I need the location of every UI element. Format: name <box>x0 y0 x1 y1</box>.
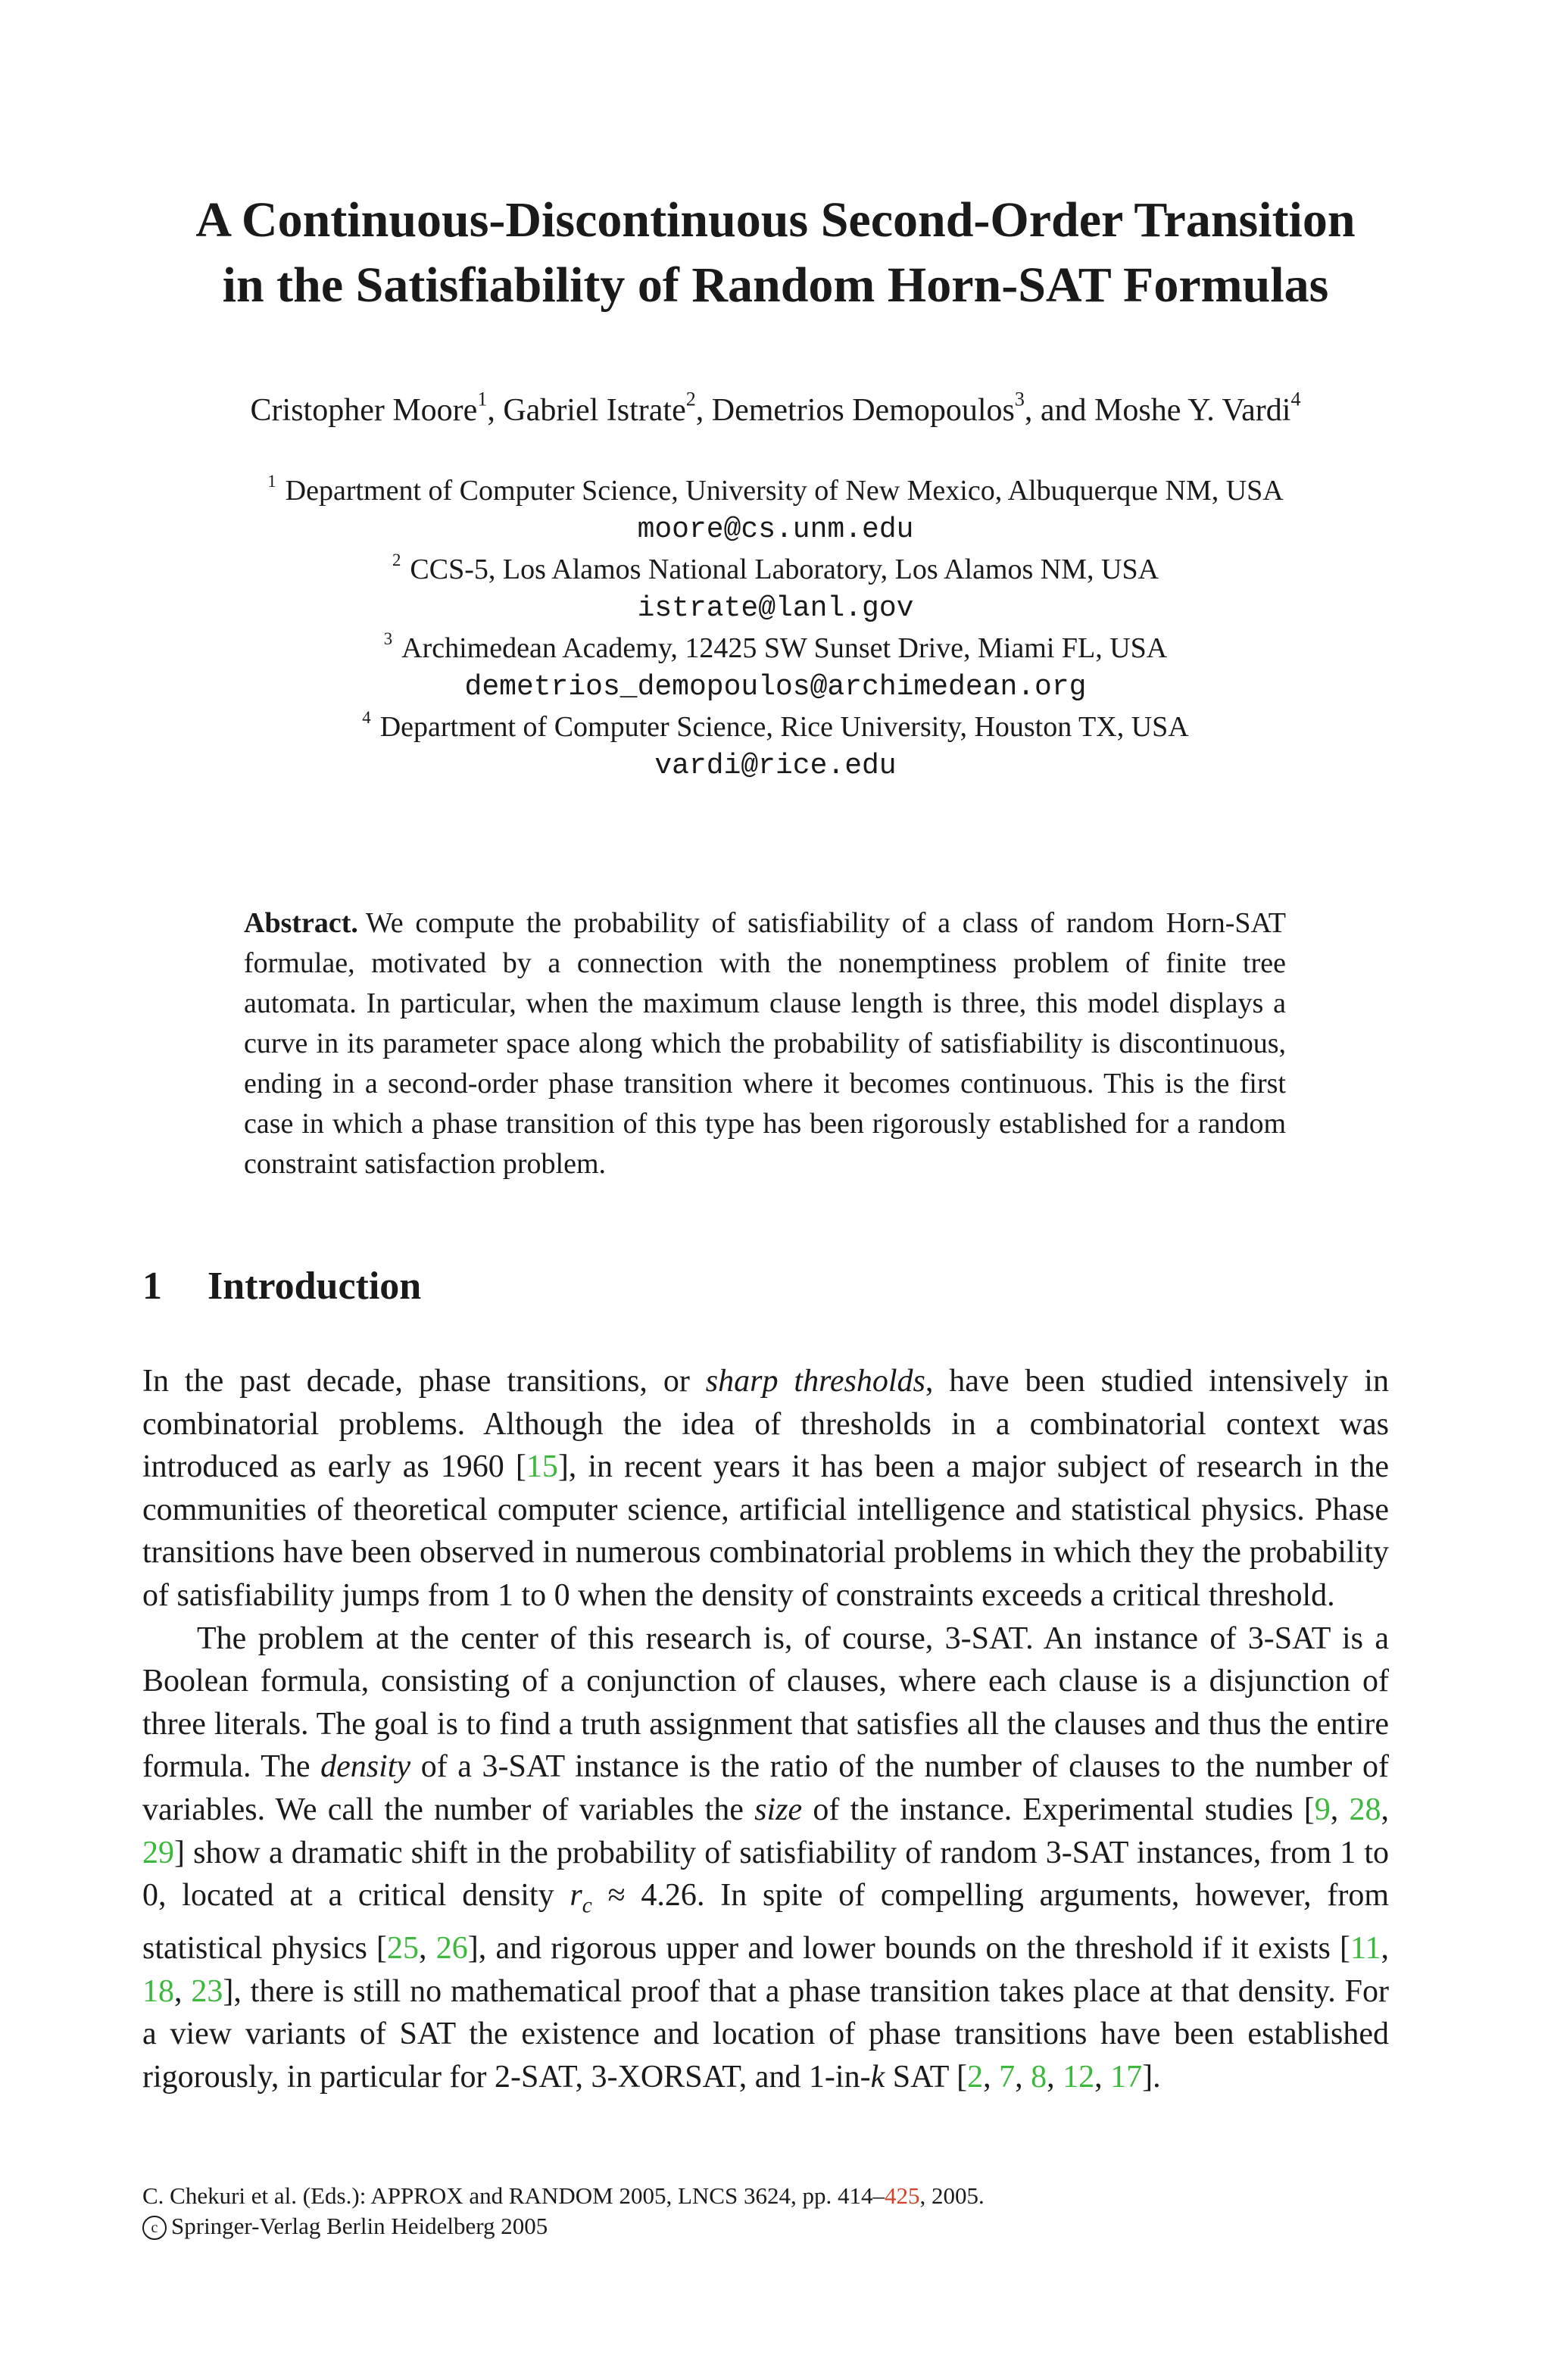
author-email[interactable]: demetrios_demopoulos@archimedean.org <box>464 671 1087 703</box>
text-run: SAT [ <box>885 2059 968 2095</box>
text-run: of a 3-SAT instance is the ratio of the number of clauses to the number of variables. We call the number of variables the <box>142 1749 1389 1827</box>
author-email[interactable]: vardi@rice.edu <box>654 750 897 782</box>
affiliation-mark: 2 <box>392 550 401 569</box>
math-variable: k <box>870 2059 885 2095</box>
author-name: Moshe Y. Vardi <box>1094 393 1291 428</box>
citation-link[interactable]: 25 <box>387 1931 420 1967</box>
author-separator: , <box>695 393 712 428</box>
text-run: ], and rigorous upper and lower bounds on the threshold if it exists [ <box>467 1931 1351 1967</box>
math-expression: ≈ 4.26 <box>591 1878 697 1914</box>
author-name: Gabriel Istrate <box>503 393 686 428</box>
text-run: of the instance. Experimental studies [ <box>802 1792 1315 1827</box>
affiliation-mark: 4 <box>362 707 371 727</box>
section-title: Introduction <box>208 1265 422 1308</box>
text-run: Springer-Verlag Berlin Heidelberg 2005 <box>171 2213 548 2239</box>
affiliation-text: CCS-5, Los Alamos National Laboratory, Los Alamos NM, USA <box>410 554 1159 585</box>
footer-copyright <box>142 2211 1203 2241</box>
text-run: The problem at the center of this research is, of course, 3-SAT. An instance of 3-SAT is a Boolean formula, consisting of a conjunction of clauses, where each clause is a disjunction of three literals. The goal is to find a truth assignment that satisfies all the clauses and thus the entire formula. The <box>142 1620 1389 1785</box>
citation-link[interactable]: 26 <box>435 1931 468 1967</box>
citation-link[interactable]: 18 <box>142 1973 174 2009</box>
affiliation <box>0 471 1551 510</box>
text-run: , have been studied intensively in combinatorial problems. Although the idea of thresholds in a combinatorial context was introduced as early as 1960 [ <box>142 1364 1389 1485</box>
affiliations <box>0 471 1551 786</box>
author-separator: , <box>487 393 504 428</box>
affiliation-mark: 1 <box>267 471 276 491</box>
affiliation-text: Archimedean Academy, 12425 SW Sunset Drive, Miami FL, USA <box>401 632 1168 664</box>
affiliation-mark: 3 <box>383 629 393 648</box>
text-run: ] show a dramatic shift in the probability of satisfiability of random 3-SAT instances, from 1 to 0, located at a critical density <box>142 1835 1389 1914</box>
author-separator: , and <box>1024 393 1095 428</box>
citation-link[interactable]: 29 <box>142 1835 174 1870</box>
affiliation-text: Department of Computer Science, University of New Mexico, Albuquerque NM, USA <box>285 475 1284 507</box>
affiliation <box>0 629 1551 668</box>
text-run: C. Chekuri et al. (Eds.): APPROX and RANDOM 2005, LNCS 3624, pp. 414– <box>142 2182 885 2209</box>
author-mark: 3 <box>1014 388 1025 410</box>
citation-link[interactable]: 2 <box>967 2059 984 2095</box>
emphasis: density <box>320 1749 411 1785</box>
affiliation-text: Department of Computer Science, Rice University, Houston TX, USA <box>379 711 1189 743</box>
text-run: ], there is still no mathematical proof that a phase transition takes place at that density. For a view variants of SAT the existence and location of phase transitions have been established rigorously, in particular for 2-SAT, 3-XORSAT, and 1-in- <box>142 1973 1389 2095</box>
body-text <box>142 1360 1389 2098</box>
author-list <box>0 389 1551 432</box>
section-number: 1 <box>142 1265 162 1308</box>
citation-link[interactable]: 28 <box>1349 1792 1381 1827</box>
emphasis: sharp thresholds <box>705 1364 925 1399</box>
title-line-2: in the Satisfiability of Random Horn-SAT Formulas <box>222 257 1329 313</box>
copyright-icon: c <box>142 2216 167 2240</box>
paragraph <box>142 1360 1389 1617</box>
author-name: Cristopher Moore <box>250 393 478 428</box>
footer <box>142 2181 1203 2241</box>
citation-link[interactable]: 23 <box>191 1973 223 2009</box>
text-run: , 2005. <box>919 2182 985 2209</box>
text-run: . In spite of compelling arguments, however, from statistical physics [ <box>142 1878 1389 1967</box>
affiliation <box>0 707 1551 747</box>
citation-link[interactable]: 11 <box>1350 1931 1381 1967</box>
math-subscript: c <box>582 1893 592 1918</box>
citation-link[interactable]: 9 <box>1314 1792 1331 1827</box>
abstract-text: We compute the probability of satisfiability of a class of random Horn-SAT formulae, motivated by a connection with the nonemptiness problem of finite tree automata. In particular, when the maximum clause length is three, this model displays a curve in its parameter space along which the probability of satisfiability is discontinuous, ending in a second-order phase transition where it becomes continuous. This is the first case in which a phase transition of this type has been rigorously established for a random constraint satisfaction problem. <box>244 907 1286 1180</box>
citation-link[interactable]: 7 <box>999 2059 1016 2095</box>
author-name: Demetrios Demopoulos <box>711 393 1015 428</box>
author-mark: 4 <box>1290 388 1301 410</box>
text-run: ]. <box>1142 2059 1161 2095</box>
citation-link[interactable]: 12 <box>1063 2059 1095 2095</box>
text-run: ], in recent years it has been a major subject of research in the communities of theoretical computer science, artificial intelligence and statistical physics. Phase transitions have been observed in numerous combinatorial problems in which they the probability of satisfiability jumps from 1 to 0 when the density of constraints exceeds a critical threshold. <box>142 1449 1389 1613</box>
footer-citation <box>142 2181 1203 2211</box>
citation-link[interactable]: 8 <box>1031 2059 1047 2095</box>
citation-link[interactable]: 17 <box>1110 2059 1143 2095</box>
emphasis: size <box>754 1792 803 1827</box>
section-heading <box>142 1260 421 1313</box>
math-variable: r <box>570 1878 582 1914</box>
paragraph: The problem at the center of this research is, of course, 3-SAT. An instance of 3-SAT is a Boolean formula, consisting of a conjunction of clauses, where each clause is a disjunction of three literals. The goal is to find a truth assignment that satisfies all the clauses and thus the entire formula. The density of a 3-SAT instance is the ratio of the number of clauses to the number of variables. We call the number of variables the size of the instance. Experimental studies [9, 28, 29] show a dramatic shift in the probability of satisfiability of random 3-SAT instances, from 1 to 0, located at a critical density $r_c \approx 4.26$. In spite of compelling arguments, however, from statistical physics [25, 26], and rigorous upper and lower bounds on the threshold if it exists [11, 18, 23], there is still no mathematical proof that a phase transition takes place at that density. For a view variants of SAT the existence and location of phase transitions have been established rigorously, in particular for 2-SAT, 3-XORSAT, and 1-in-k SAT [2, 7, 8, 12, 17]. <box>142 1620 1390 2095</box>
title-line-1: A Continuous-Discontinuous Second-Order Transition <box>195 192 1356 248</box>
text-run: In the past decade, phase transitions, or <box>142 1364 706 1399</box>
author-mark: 1 <box>477 388 488 410</box>
citation-link[interactable]: 15 <box>526 1449 558 1485</box>
page-link[interactable]: 425 <box>884 2182 920 2209</box>
author-email[interactable]: moore@cs.unm.edu <box>637 513 914 546</box>
author-mark: 2 <box>685 388 696 410</box>
paper-title <box>0 188 1551 318</box>
abstract-label: Abstract. <box>244 907 358 939</box>
abstract <box>244 903 1286 1184</box>
affiliation <box>0 550 1551 589</box>
author-email[interactable]: istrate@lanl.gov <box>637 592 914 625</box>
